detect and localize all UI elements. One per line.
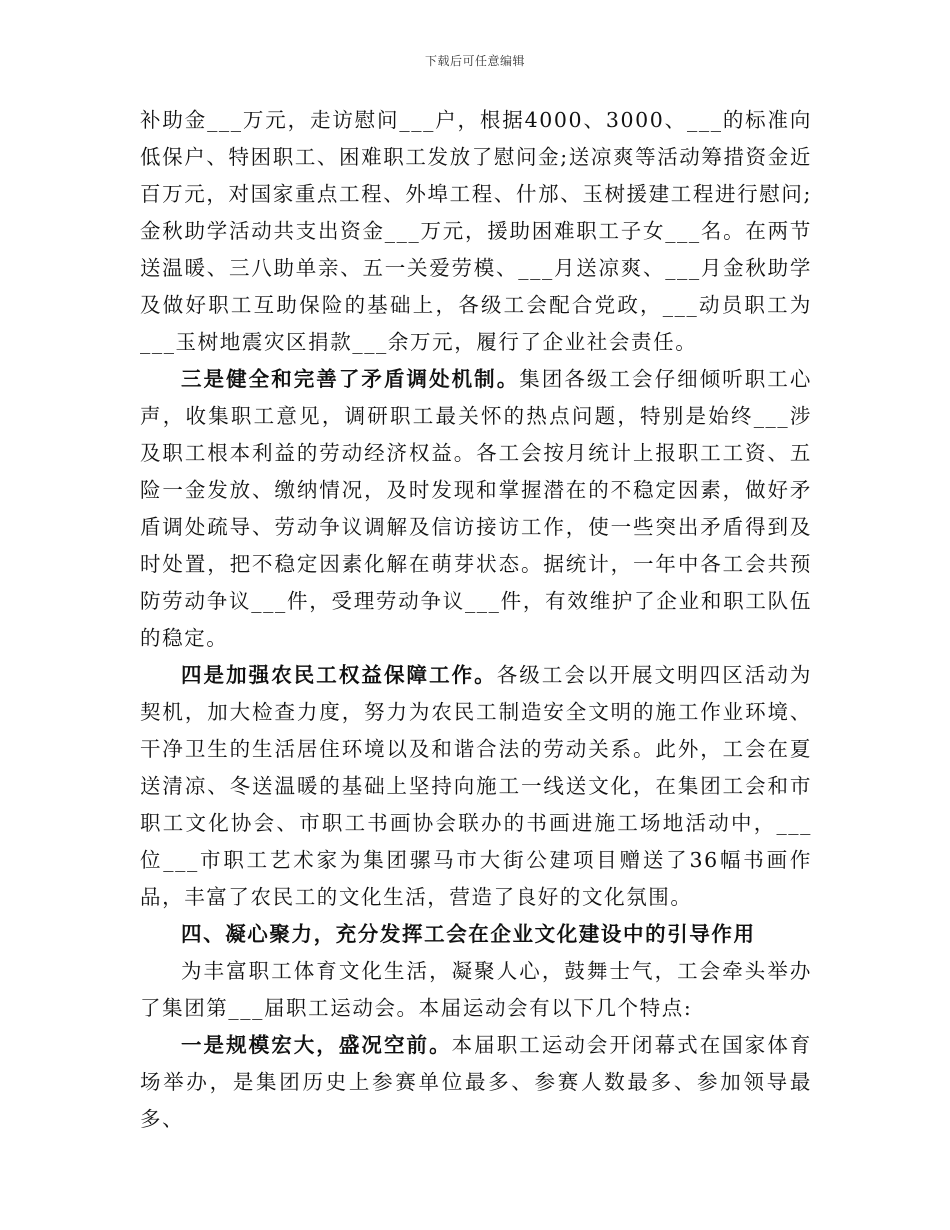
paragraph-text: 补助金___万元，走访慰问___户，根据4000、3000、___的标准向低保户、特困职工、困难职工发放了慰问金;送凉爽等活动筹措资金近百万元，对国家重点工程、外埠工程、什邡、玉树援建工程进行慰问;金秋助学活动共支出资金___万元，援助困难职工子女___名。在两节送温暖、三八助单亲、五一关爱劳模、___月送凉爽、___月金秋助学及做好职工互助保险的基础上，各级工会配合党政，___动员职工为___玉树地震灾区捐款___余万元，履行了企业社会责任。 [140, 108, 812, 354]
paragraph-lead: 三是健全和完善了矛盾调处机制。 [181, 367, 520, 391]
paragraph-lead: 一是规模宏大，盛况空前。 [181, 1033, 452, 1057]
paragraph-text: 本届职工运动会开闭幕式在国家体育场举办，是集团历史上参赛单位最多、参赛人数最多、参加领导最多、 [140, 1033, 812, 1131]
section-heading [140, 916, 812, 953]
paragraph-6 [140, 1027, 812, 1138]
document-body [140, 102, 812, 1138]
paragraph-1 [140, 102, 812, 361]
paragraph-3 [140, 657, 812, 916]
section-heading-text: 四、凝心聚力，充分发挥工会在企业文化建设中的引导作用 [181, 922, 756, 946]
page-header: 下载后可任意编辑 [424, 54, 525, 68]
paragraph-text: 为丰富职工体育文化生活，凝聚人心，鼓舞士气，工会牵头举办了集团第___届职工运动会。本届运动会有以下几个特点: [140, 959, 812, 1020]
paragraph-lead: 四是加强农民工权益保障工作。 [181, 663, 497, 687]
paragraph-text: 集团各级工会仔细倾听职工心声，收集职工意见，调研职工最关怀的热点问题，特别是始终___涉及职工根本利益的劳动经济权益。各工会按月统计上报职工工资、五险一金发放、缴纳情况，及时发现和掌握潜在的不稳定因素，做好矛盾调处疏导、劳动争议调解及信访接访工作，使一些突出矛盾得到及时处置，把不稳定因素化解在萌芽状态。据统计，一年中各工会共预防劳动争议___件，受理劳动争议___件，有效维护了企业和职工队伍的稳定。 [140, 367, 812, 650]
paragraph-2 [140, 361, 812, 657]
paragraph-text: 各级工会以开展文明四区活动为契机，加大检查力度，努力为农民工制造安全文明的施工作业环境、干净卫生的生活居住环境以及和谐合法的劳动关系。此外，工会在夏送清凉、冬送温暖的基础上坚持向施工一线送文化，在集团工会和市职工文化协会、市职工书画协会联办的书画进施工场地活动中，___位___市职工艺术家为集团骡马市大街公建项目赠送了36幅书画作品，丰富了农民工的文化生活，营造了良好的文化氛围。 [140, 663, 812, 909]
paragraph-5 [140, 953, 812, 1027]
